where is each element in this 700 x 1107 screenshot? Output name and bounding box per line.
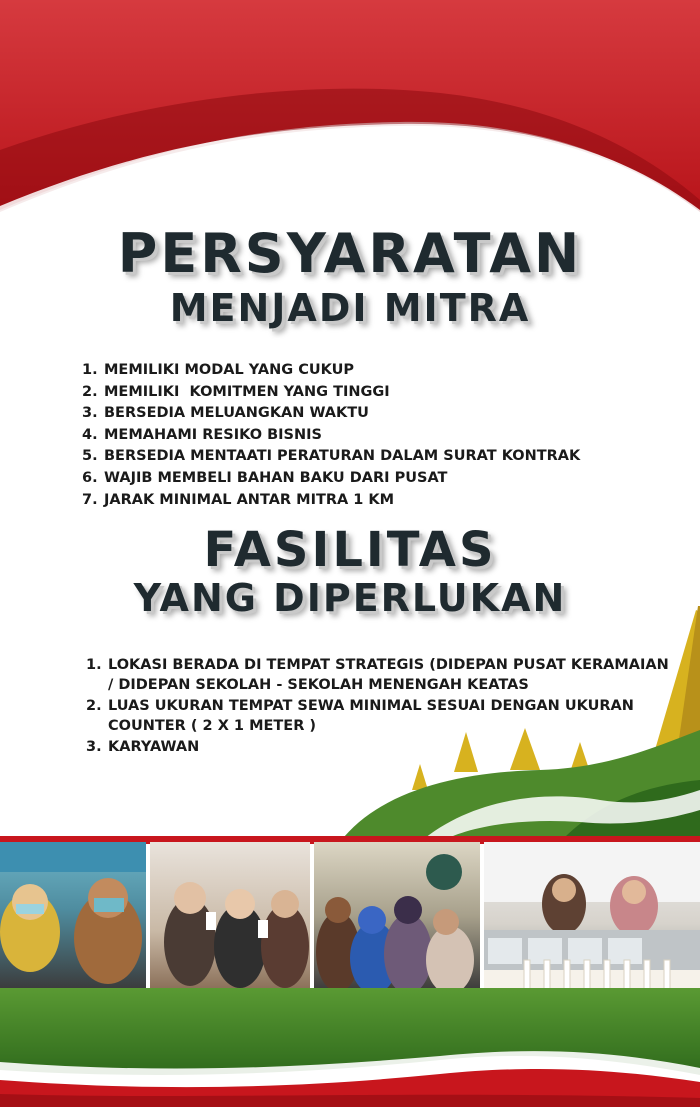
list-item <box>82 468 580 490</box>
list-number: 2. <box>86 697 102 714</box>
list-item <box>86 696 676 737</box>
list-text: LOKASI BERADA DI TEMPAT STRATEGIS (DIDEPAN PUSAT KERAMAIAN / DIDEPAN SEKOLAH - SEKOLAH MENENGAH KEATAS <box>108 657 669 694</box>
list-item <box>82 403 580 425</box>
list-number: 1. <box>82 362 98 378</box>
list-item <box>82 425 580 447</box>
list-text: MEMILIKI MODAL YANG CUKUP <box>104 362 354 378</box>
list-number: 4. <box>82 426 98 443</box>
list-text: BERSEDIA MELUANGKAN WAKTU <box>104 405 369 422</box>
facilities-title-line2: YANG DIPERLUKAN <box>133 576 567 620</box>
list-item <box>82 490 580 512</box>
list-text: WAJIB MEMBELI BAHAN BAKU DARI PUSAT <box>104 469 448 486</box>
list-number: 3. <box>86 738 102 755</box>
list-text: JARAK MINIMAL ANTAR MITRA 1 KM <box>104 491 395 508</box>
list-number: 6. <box>82 469 98 486</box>
facilities-title-line1: FASILITAS <box>203 522 497 578</box>
photo-customers-drinks <box>150 842 310 990</box>
list-number: 7. <box>82 491 98 508</box>
list-item <box>82 446 580 468</box>
list-number: 3. <box>82 405 98 422</box>
list-item <box>86 737 676 757</box>
list-number: 2. <box>82 383 98 400</box>
list-text: KARYAWAN <box>108 738 200 755</box>
photo-staff-masks <box>0 842 146 990</box>
list-item <box>86 655 676 696</box>
list-item <box>82 360 580 382</box>
photo-group-posing <box>314 842 480 990</box>
title-line2: MENJADI MITRA <box>169 286 531 330</box>
photo-booth-counter <box>484 842 700 990</box>
facilities-list <box>86 655 676 757</box>
list-text: MEMILIKI KOMITMEN YANG TINGGI <box>104 383 390 400</box>
list-text: BERSEDIA MENTAATI PERATURAN DALAM SURAT KONTRAK <box>104 448 581 465</box>
list-item <box>82 382 580 404</box>
requirements-list <box>82 360 580 511</box>
list-text: MEMAHAMI RESIKO BISNIS <box>104 426 322 443</box>
list-number: 1. <box>86 657 102 673</box>
list-number: 5. <box>82 448 98 465</box>
list-text: LUAS UKURAN TEMPAT SEWA MINIMAL SESUAI DENGAN UKURAN COUNTER ( 2 X 1 METER ) <box>108 697 634 735</box>
photo-strip <box>0 842 700 990</box>
title-line1: PERSYARATAN <box>117 222 583 285</box>
